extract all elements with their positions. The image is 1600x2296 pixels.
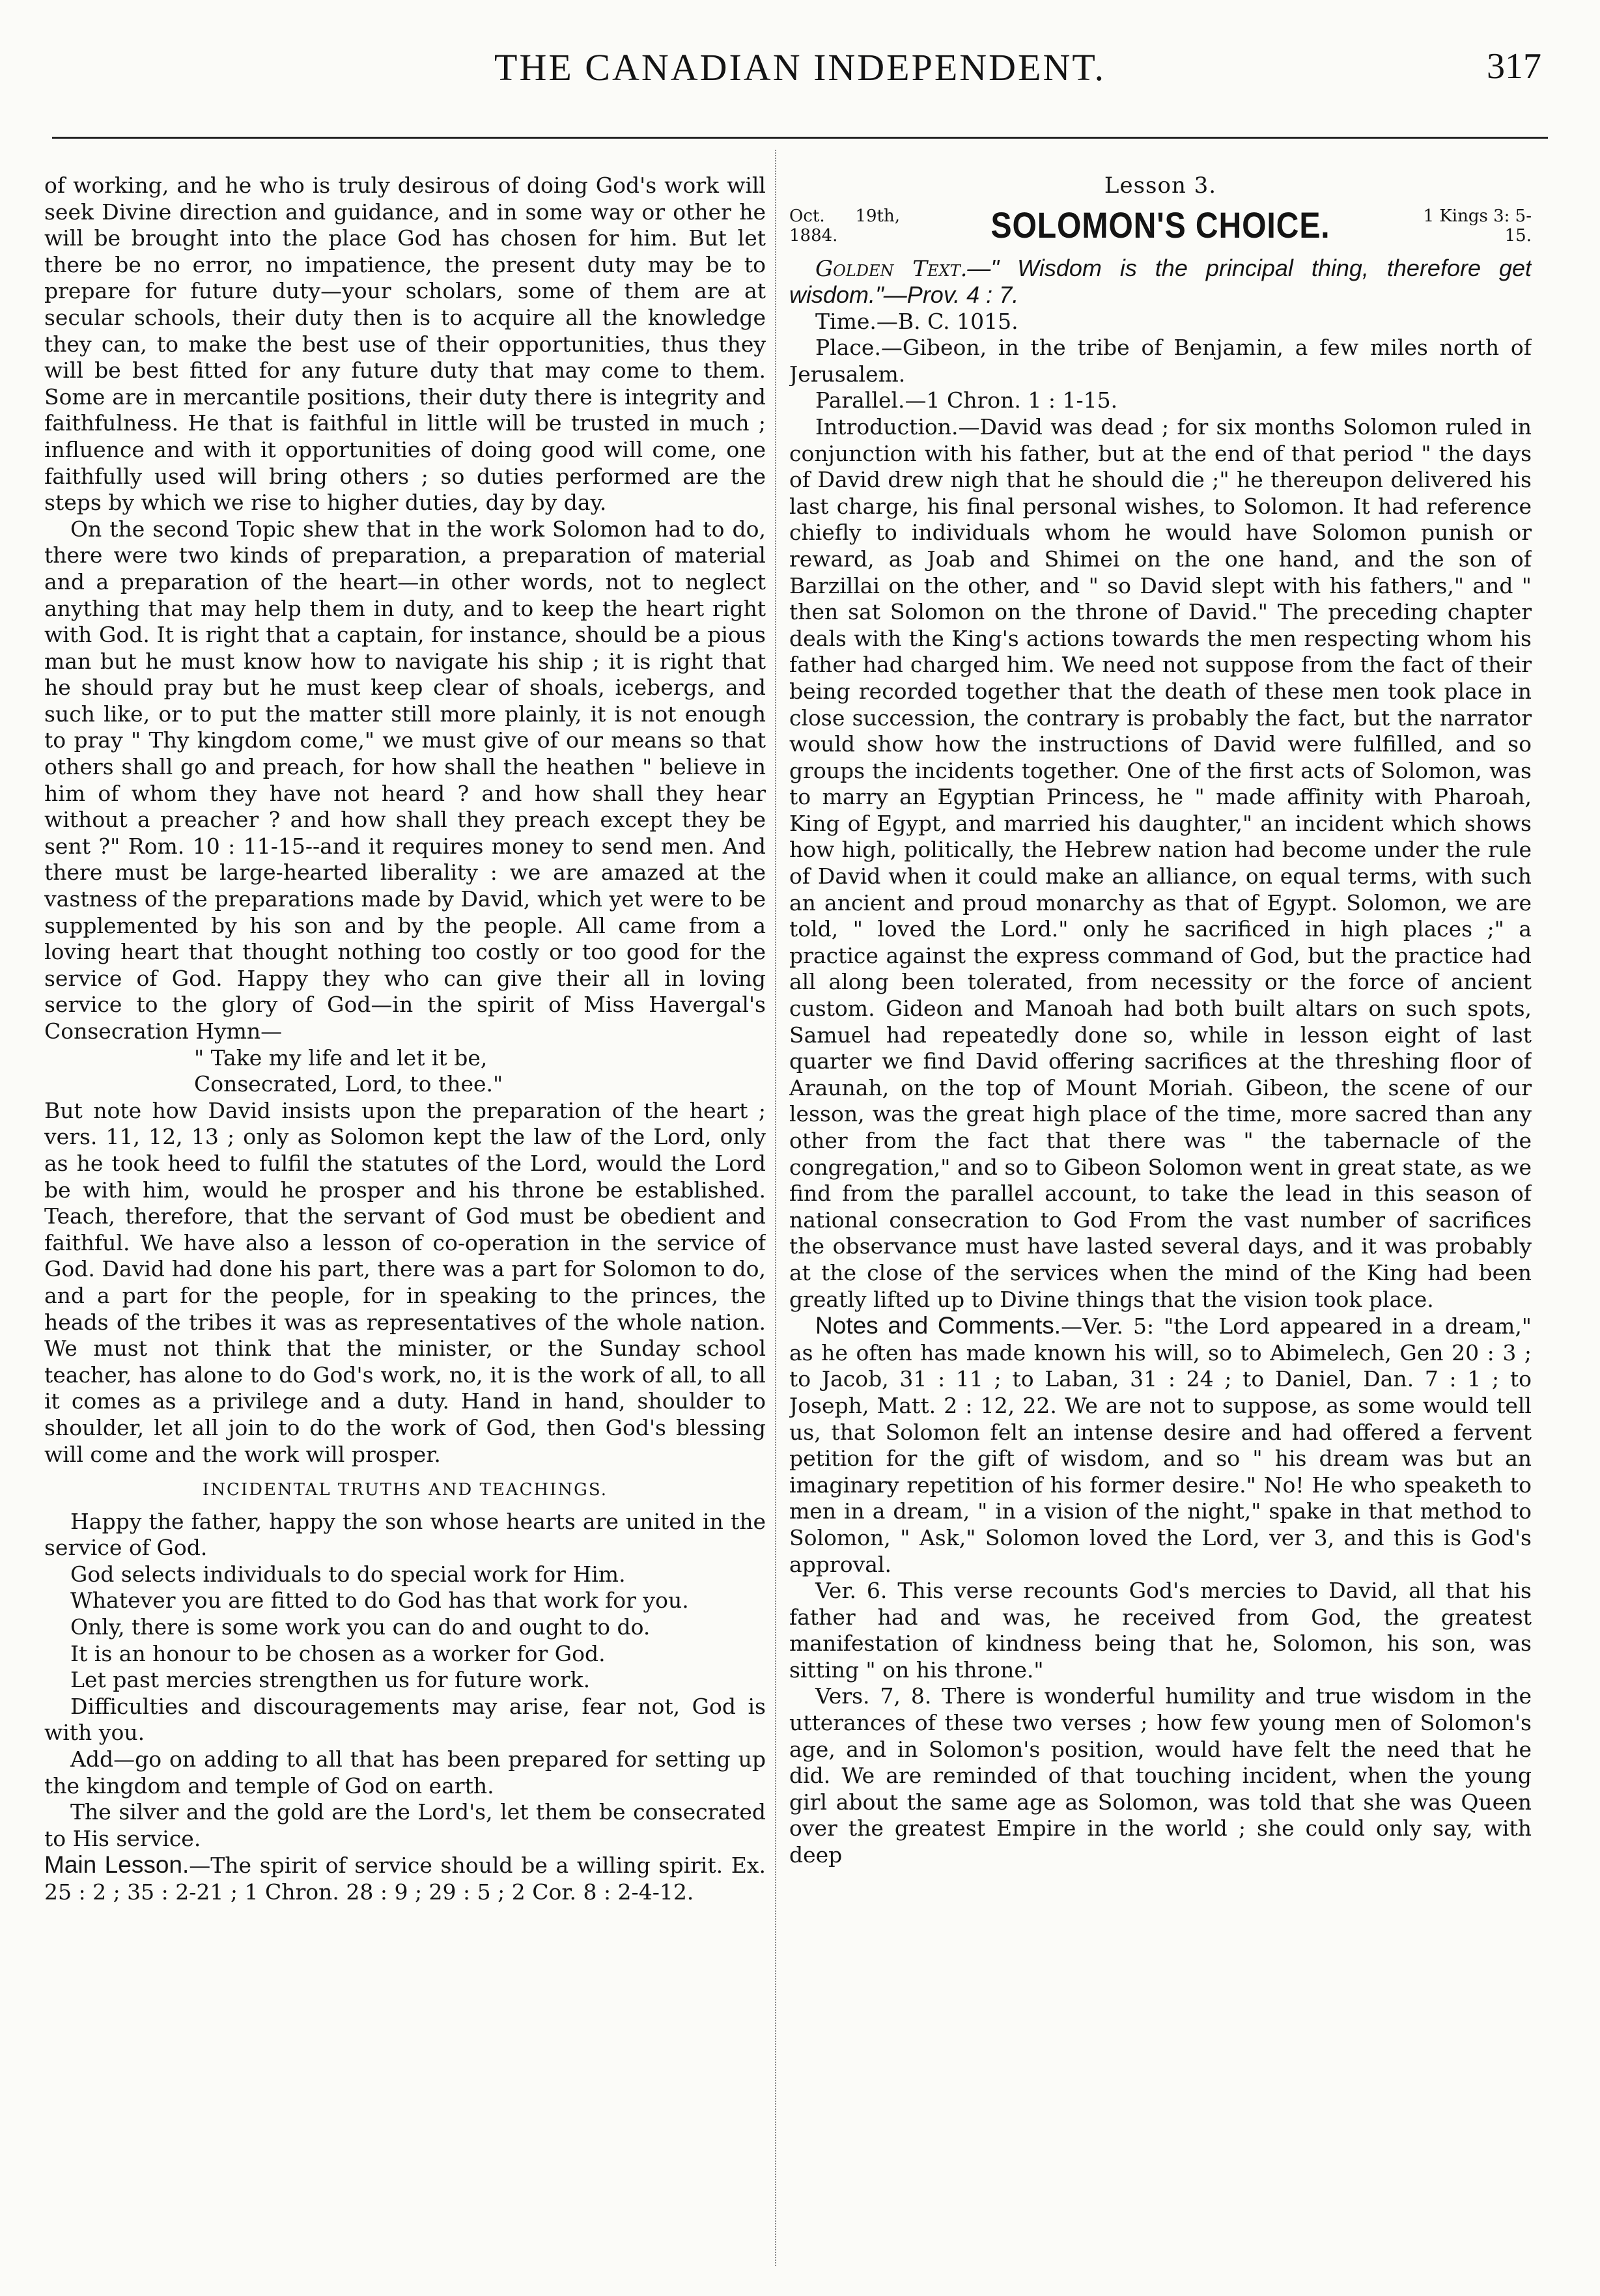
parallel-line: Parallel.—1 Chron. 1 : 1-15. (815, 387, 1118, 413)
paragraph: But note how David insists upon the preparation of the heart ; vers. 11, 12, 13 ; only as Solomon kept the law of the Lord, only as he took heed to fulfil the statutes of the Lord, would the Lord be with him, would he prosper and his throne be established. Teach, therefore, that the servant of God must be obedient and faithful. We have also a lesson of co-operation in the service of God. David had done his part, there was a part for Solomon to do, and a part for the people, for in speaking to the princes, the heads of the tribes it was as representatives of the whole nation. We must not think that the minister, or the Sunday school teacher, has alone to do God's work, no, it is the work of all, to all it comes as a privilege and a duty. Hand in hand, shoulder to shoulder, let all join to do the work of God, then God's blessing will come and the work will prosper. (44, 1097, 766, 1467)
lesson-number: Lesson 3. (1104, 173, 1217, 199)
main-lesson (44, 1852, 766, 1905)
main-lesson-label: Main Lesson. (44, 1851, 189, 1879)
right-column (789, 173, 1532, 2256)
teaching-item: Let past mercies strengthen us for future work. (70, 1667, 591, 1693)
golden-text-label: Golden Text. (815, 255, 968, 282)
lesson-title: SOLOMON'S CHOICE. (990, 204, 1330, 246)
time-line: Time.—B. C. 1015. (815, 308, 1018, 334)
page-number: 317 (1487, 46, 1541, 87)
teaching-item: It is an honour to be chosen as a worker for God. (70, 1640, 606, 1666)
golden-text (789, 255, 1532, 309)
column-divider (775, 150, 776, 2266)
notes-and-comments (789, 1313, 1532, 1578)
left-column (44, 173, 766, 2256)
teaching-item: Only, there is some work you can do and ought to do. (70, 1614, 651, 1640)
lesson-date: Oct. 19th, 1884. (789, 206, 900, 245)
lesson-heading-row (789, 203, 1532, 249)
golden-text-quote: —" Wisdom is the principal thing, therefore get wisdom."—Prov. 4 : 7. (789, 254, 1532, 308)
teaching-item: Add—go on adding to all that has been prepared for setting up the kingdom and temple of God on earth. (44, 1746, 766, 1799)
notes-text: —Ver. 5: "the Lord appeared in a dream," as he often has made known his will, so to Abimelech, Gen 20 : 3 ; to Jacob, 31 : 11 ; to Laban, 31 : 24 ; to Daniel, Dan. 7 : 1 ; to Joseph, Matt. 2 : 12, 22. We are not to suppose, as some would tell us, that Solomon felt an intense desire and had offered a fervent petition for the gift of wisdom, and so " his dream was but an imaginary repetition of his former desire." No! He who speaketh to men in a dream, " in a vision of the night," spake in that method to Solomon, " Ask," Solomon loved the Lord, ver 3, and this is God's approval. (789, 1313, 1532, 1577)
introduction: Introduction.—David was dead ; for six months Solomon ruled in conjunction with his father, but at the end of that period " the days of David drew nigh that he should die ;" he thereupon delivered his last charge, his final personal wishes, to Solomon. It had reference chiefly to individuals whom he would have Solomon punish or reward, as Joab and Shimei on the one hand, and the son of Barzillai on the other, and " so David slept with his fathers," and " then sat Solomon on the throne of David." The preceding chapter deals with the King's actions towards the men respecting whom his father had charged him. We need not suppose from the fact of their being recorded together that the death of these men took place in close succession, the contrary is probably the fact, but the narrator would show how the instructions of David were fulfilled, and so groups the incidents together. One of the first acts of Solomon, was to marry an Egyptian Princess, he " made affinity with Pharoah, King of Egypt, and married his daughter," an incident which shows how high, politically, the Hebrew nation had become under the rule of David when it could make an alliance, on equal terms, with such an ancient and proud monarchy as that of Egypt. Solomon, we are told, " loved the Lord." only he sacrificed in high places ;" a practice against the express command of God, but the practice had all along been tolerated, from necessity or the force of ancient custom. Gideon and Manoah had both built altars on such spots, Samuel had repeatedly done so, while in lesson eight of last quarter we find David offering sacrifices at the threshing floor of Araunah, on the top of Mount Moriah. Gibeon, the scene of our lesson, was the great high place of the time, more sacred than any other from the fact that there was " the tabernacle of the congregation," and so to Gibeon Solomon went in great state, as we find from the parallel account, to take the lead in this season of national consecration to God From the vast number of sacrifices the observance must have lasted several days, and it was probably at the close of the services when the mind of the King had been greatly lifted up to Divine things that the vision took place. (789, 413, 1532, 1312)
paragraph: On the second Topic shew that in the work Solomon had to do, there were two kinds of preparation, a preparation of material and a preparation of the heart—in other words, not to neglect anything that may help them in duty, and to keep the heart right with God. It is right that a captain, for instance, should be a pious man but he must know how to navigate his ship ; it is right that he should pray but he must keep clear of shoals, icebergs, and such like, or to put the matter still more plainly, it is not enough to pray " Thy kingdom come," we must give of our means so that others shall go and preach, for how shall the heathen " believe in him of whom they have not heard ? and how shall they hear without a preacher ? and how shall they preach except they be sent ?" Rom. 10 : 11-15--and it requires money to send men. And there must be large-hearted liberality : we are amazed at the vastness of the preparations made by David, which yet were to be supplemented by his son and by the people. All came from a loving heart that thought nothing too costly or too good for the service of God. Happy they who can give their all in loving service to the glory of God—in the spirit of Miss Havergal's Consecration Hymn— (44, 516, 766, 1044)
teaching-item: Difficulties and discouragements may arise, fear not, God is with you. (44, 1693, 766, 1746)
teaching-item: Whatever you are fitted to do God has that work for you. (70, 1588, 689, 1614)
teaching-item: The silver and the gold are the Lord's, let them be consecrated to His service. (44, 1799, 766, 1851)
main-lesson-text: —The spirit of service should be a willing spirit. Ex. 25 : 2 ; 35 : 2-21 ; 1 Chron. 28 : 9 ; 29 : 5 ; 2 Cor. 8 : 2-4-12. (44, 1853, 766, 1905)
teaching-item: God selects individuals to do special work for Him. (70, 1561, 626, 1587)
verse-note: Ver. 6. This verse recounts God's mercies to David, all that his father had and was, he received from God, the greatest manifestation of kindness being that he, Solomon, his son, was sitting " on his throne." (789, 1578, 1532, 1683)
verse-note: Vers. 7, 8. There is wonderful humility and true wisdom in the utterances of these two verses ; how few young men of Solomon's age, and in Solomon's position, would have felt the need that he did. We are reminded of that touching incident, when the young girl about the same age as Solomon, was told that she was Queen over the greatest Empire in the world ; she could only say, with deep (789, 1683, 1532, 1868)
section-heading: INCIDENTAL TRUTHS AND TEACHINGS. (202, 1480, 608, 1500)
place-line: Place.—Gibeon, in the tribe of Benjamin, a few miles north of Jerusalem. (789, 335, 1532, 387)
journal-title: THE CANADIAN INDEPENDENT. (494, 46, 1106, 89)
page-header (39, 46, 1561, 104)
hymn-line: Consecrated, Lord, to thee." (194, 1071, 503, 1097)
teaching-item: Happy the father, happy the son whose hearts are united in the service of God. (44, 1508, 766, 1561)
notes-label: Notes and Comments. (815, 1312, 1061, 1339)
hymn-line: " Take my life and let it be, (194, 1044, 488, 1071)
lesson-reference: 1 Kings 3: 5-15. (1423, 206, 1532, 245)
paragraph: of working, and he who is truly desirous of doing God's work will seek Divine direction and guidance, and in some way or other he will be brought into the place God has chosen for him. But let there be no error, no impatience, the present duty may be to prepare for future duty—your scholars, some of them are at secular schools, their duty then is to acquire all the knowledge they can, to make the best use of their opportunities, thus they will be best fitted for any future duty that may come to them. Some are in mercantile positions, their duty there is integrity and faithfulness. He that is faithful in little will be trusted in much ; influence and with it opportunities of doing good will come, one faithfully used will bring others ; so duties performed are the steps by which we rise to higher duties, day by day. (44, 173, 766, 516)
header-rule (52, 137, 1548, 139)
